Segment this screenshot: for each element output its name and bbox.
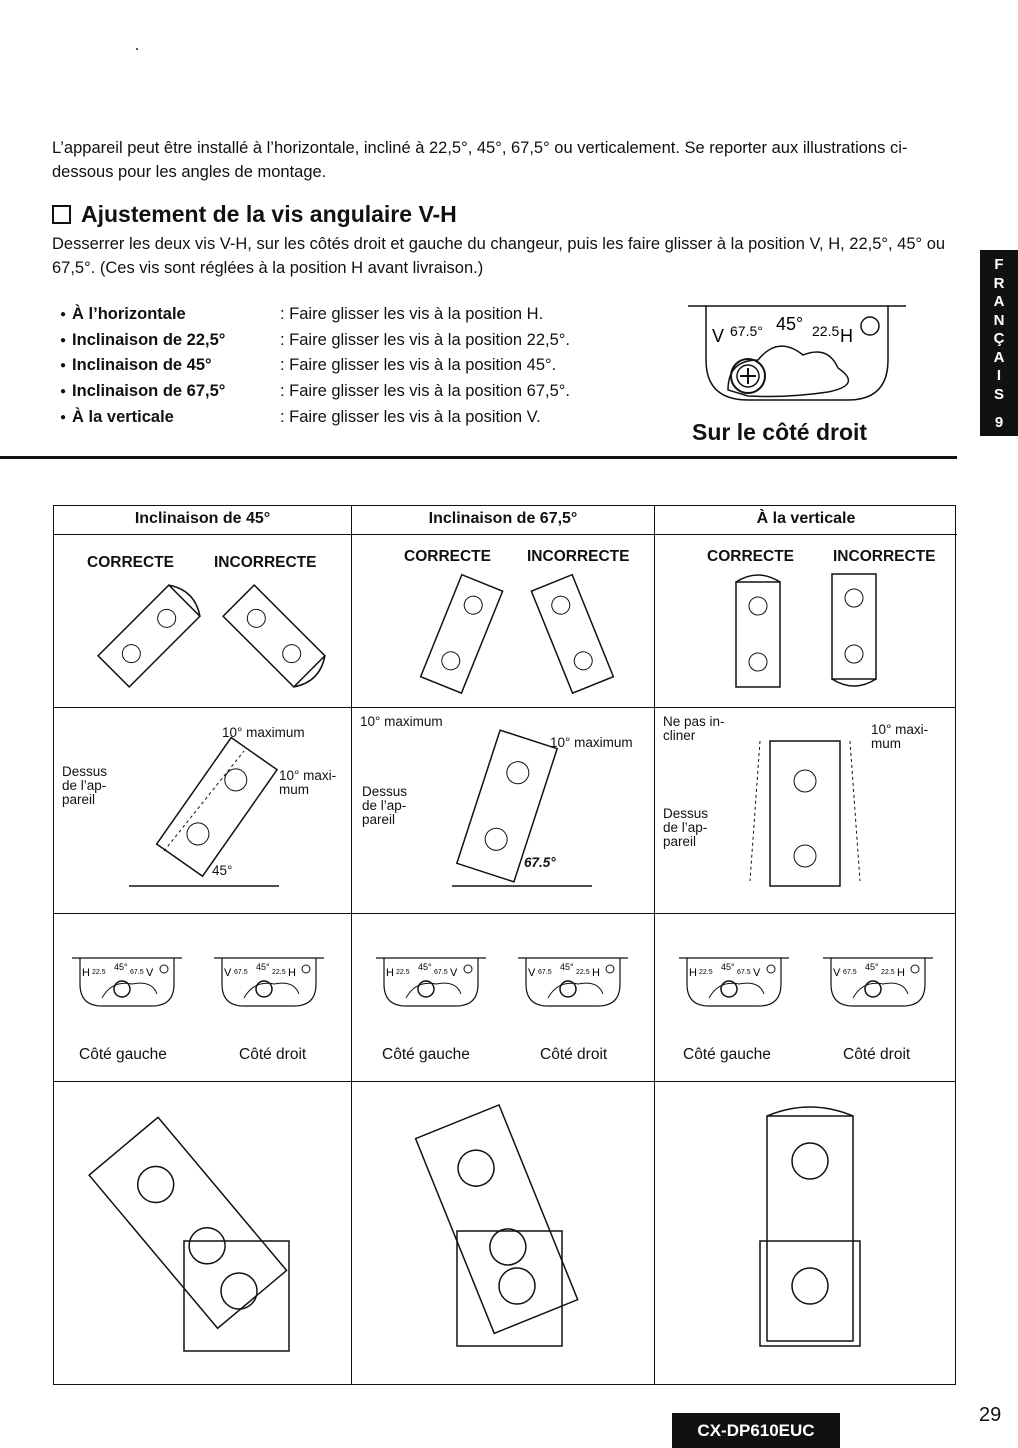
list-item [60,380,570,406]
screw-h-label: H [840,326,853,346]
screw-plate-right [214,954,326,1012]
note-max-side: 10° maximum [550,735,633,750]
screw-45-label: 45° [776,314,804,334]
section-description: Desserrer les deux vis V-H, sur les côtés droit et gauche du changeur, puis les faire glisser à la position V, H, 22,5°, 45° ou 67,5°. (Ces vis sont réglées à la position H avant livraison.) [52,235,946,277]
column-675 [352,506,655,1384]
bullet-label: ● À l’horizontale [60,303,280,329]
plate-label-c: 45° [114,962,128,972]
tab-letter: F [994,256,1004,273]
screw-v-label: V [712,326,725,346]
bullet-label: ● Inclinaison de 45° [60,354,280,380]
left-side-caption: Côté gauche [79,1046,167,1063]
mount-illustration-675 [402,1101,622,1356]
bullet-list [60,303,570,432]
mount-illustration-45 [94,1106,314,1356]
screw-675-label: 67.5° [730,323,763,339]
mount-illustration-vertical [755,1106,875,1356]
column-header: Inclinaison de 67,5° [352,506,654,535]
bullet-value: : Faire glisser les vis à la position 22,5°. [280,330,570,349]
list-item [60,406,570,432]
plate-label-b: 22.5 [92,969,106,976]
tab-letter: R [993,274,1005,292]
screw-plate-left [376,954,488,1012]
note-max-side: 10° maxi- mum [279,768,337,797]
correct-label: CORRECTE [87,554,174,571]
plate-label-e: H [897,967,905,979]
tab-letter: N [993,311,1005,329]
tilt-diagram-vertical [755,731,865,891]
plate-label-d: 67.5 [130,969,144,976]
plate-label-d: 22.5 [272,969,286,976]
tab-letter: I [996,367,1002,384]
note-angle: 45° [212,863,233,878]
unit-675-incorrect [522,571,622,696]
right-side-caption: Côté droit [239,1046,307,1063]
left-side-caption: Côté gauche [382,1046,470,1063]
plate-label-a: H [82,967,90,979]
list-item [60,303,570,329]
plate-label-a: H [386,967,394,979]
unit-vertical-incorrect [829,571,879,686]
screw-225-label: 22.5 [812,323,840,339]
mounting-table [53,505,956,1385]
tab-letter: S [993,385,1004,403]
bullet-value: : Faire glisser les vis à la position 67,5°. [280,382,570,401]
bullet-value: : Faire glisser les vis à la position V. [280,407,541,426]
model-badge: CX-DP610EUC [672,1413,840,1448]
plate-label-b: 22.5 [396,969,410,976]
list-item [60,329,570,355]
unit-45-incorrect [219,576,329,696]
note-top-of-unit: Dessus de l’ap- pareil [663,806,709,849]
intro-paragraph: L’appareil peut être installé à l’horizontale, incliné à 22,5°, 45°, 67,5° ou verticalement. Se reporter aux illustrations ci-dessous pour les angles de montage. [52,139,908,181]
correct-label: CORRECTE [707,548,794,565]
note-no-tilt: Ne pas in- cliner [663,714,725,743]
bullet-label: ● Inclinaison de 67,5° [60,380,280,406]
plate-label-e: V [753,967,761,979]
note-top-of-unit: Dessus de l’ap- pareil [62,764,108,807]
right-side-caption: Sur le côté droit [692,419,868,445]
plate-label-e: H [592,967,600,979]
checkbox-icon [52,205,71,224]
bullet-value: : Faire glisser les vis à la position 45°. [280,356,557,375]
plate-label-c: 45° [865,962,879,972]
unit-45-correct [94,576,204,696]
plate-label-d: 22.5 [881,969,895,976]
screw-plate-diagram [688,300,908,412]
right-side-caption: Côté droit [843,1046,911,1063]
language-tab [980,250,1018,436]
tab-page-number: 9 [994,414,1004,431]
bullet-label: ● Inclinaison de 22,5° [60,329,280,355]
screw-plate-right [823,954,935,1012]
unit-675-correct [412,571,512,696]
plate-label-e: V [146,967,154,979]
column-header: Inclinaison de 45° [54,506,351,535]
note-max-top: 10° maximum [360,714,443,729]
plate-label-b: 67.5 [843,969,857,976]
correct-label: CORRECTE [404,548,491,565]
tab-letter: A [993,348,1005,366]
column-45 [54,506,352,1384]
section-title: Ajustement de la vis angulaire V-H [81,201,457,227]
divider [0,456,957,459]
unit-vertical-correct [733,574,783,689]
plate-label-b: 67.5 [234,969,248,976]
plate-label-e: H [288,967,296,979]
plate-label-a: V [224,967,232,979]
column-vertical [655,506,957,1384]
plate-label-d: 67.5 [737,969,751,976]
screw-plate-left [679,954,791,1012]
plate-label-d: 67.5 [434,969,448,976]
tilt-diagram-675 [432,726,602,891]
incorrect-label: INCORRECTE [527,548,630,565]
bullet-label: ● À la verticale [60,406,280,432]
plate-label-b: 22.5 [699,969,713,976]
plate-label-c: 45° [256,962,270,972]
right-side-caption: Côté droit [540,1046,608,1063]
note-top-of-unit: Dessus de l’ap- pareil [362,784,408,827]
plate-label-c: 45° [560,962,574,972]
tilt-diagram-45 [124,731,284,891]
incorrect-label: INCORRECTE [214,554,317,571]
plate-label-a: H [689,967,697,979]
screw-plate-left [72,954,184,1012]
tab-letter: A [993,293,1005,310]
section-heading [52,201,457,228]
plate-label-c: 45° [418,962,432,972]
speck [136,48,138,50]
plate-label-a: V [528,967,536,979]
note-max-top: 10° maximum [222,725,305,740]
bullet-value: : Faire glisser les vis à la position H. [280,305,544,323]
note-angle: 67.5° [524,855,556,870]
plate-label-d: 22.5 [576,969,590,976]
list-item [60,354,570,380]
plate-label-e: V [450,967,458,979]
page-number: 29 [979,1404,1002,1426]
screw-plate-right [518,954,630,1012]
tab-letter: Ç [993,330,1005,347]
column-header: À la verticale [655,506,957,535]
plate-label-c: 45° [721,962,735,972]
incorrect-label: INCORRECTE [833,548,936,565]
plate-label-b: 67.5 [538,969,552,976]
note-max-side: 10° maxi- mum [871,722,929,751]
left-side-caption: Côté gauche [683,1046,771,1063]
plate-label-a: V [833,967,841,979]
